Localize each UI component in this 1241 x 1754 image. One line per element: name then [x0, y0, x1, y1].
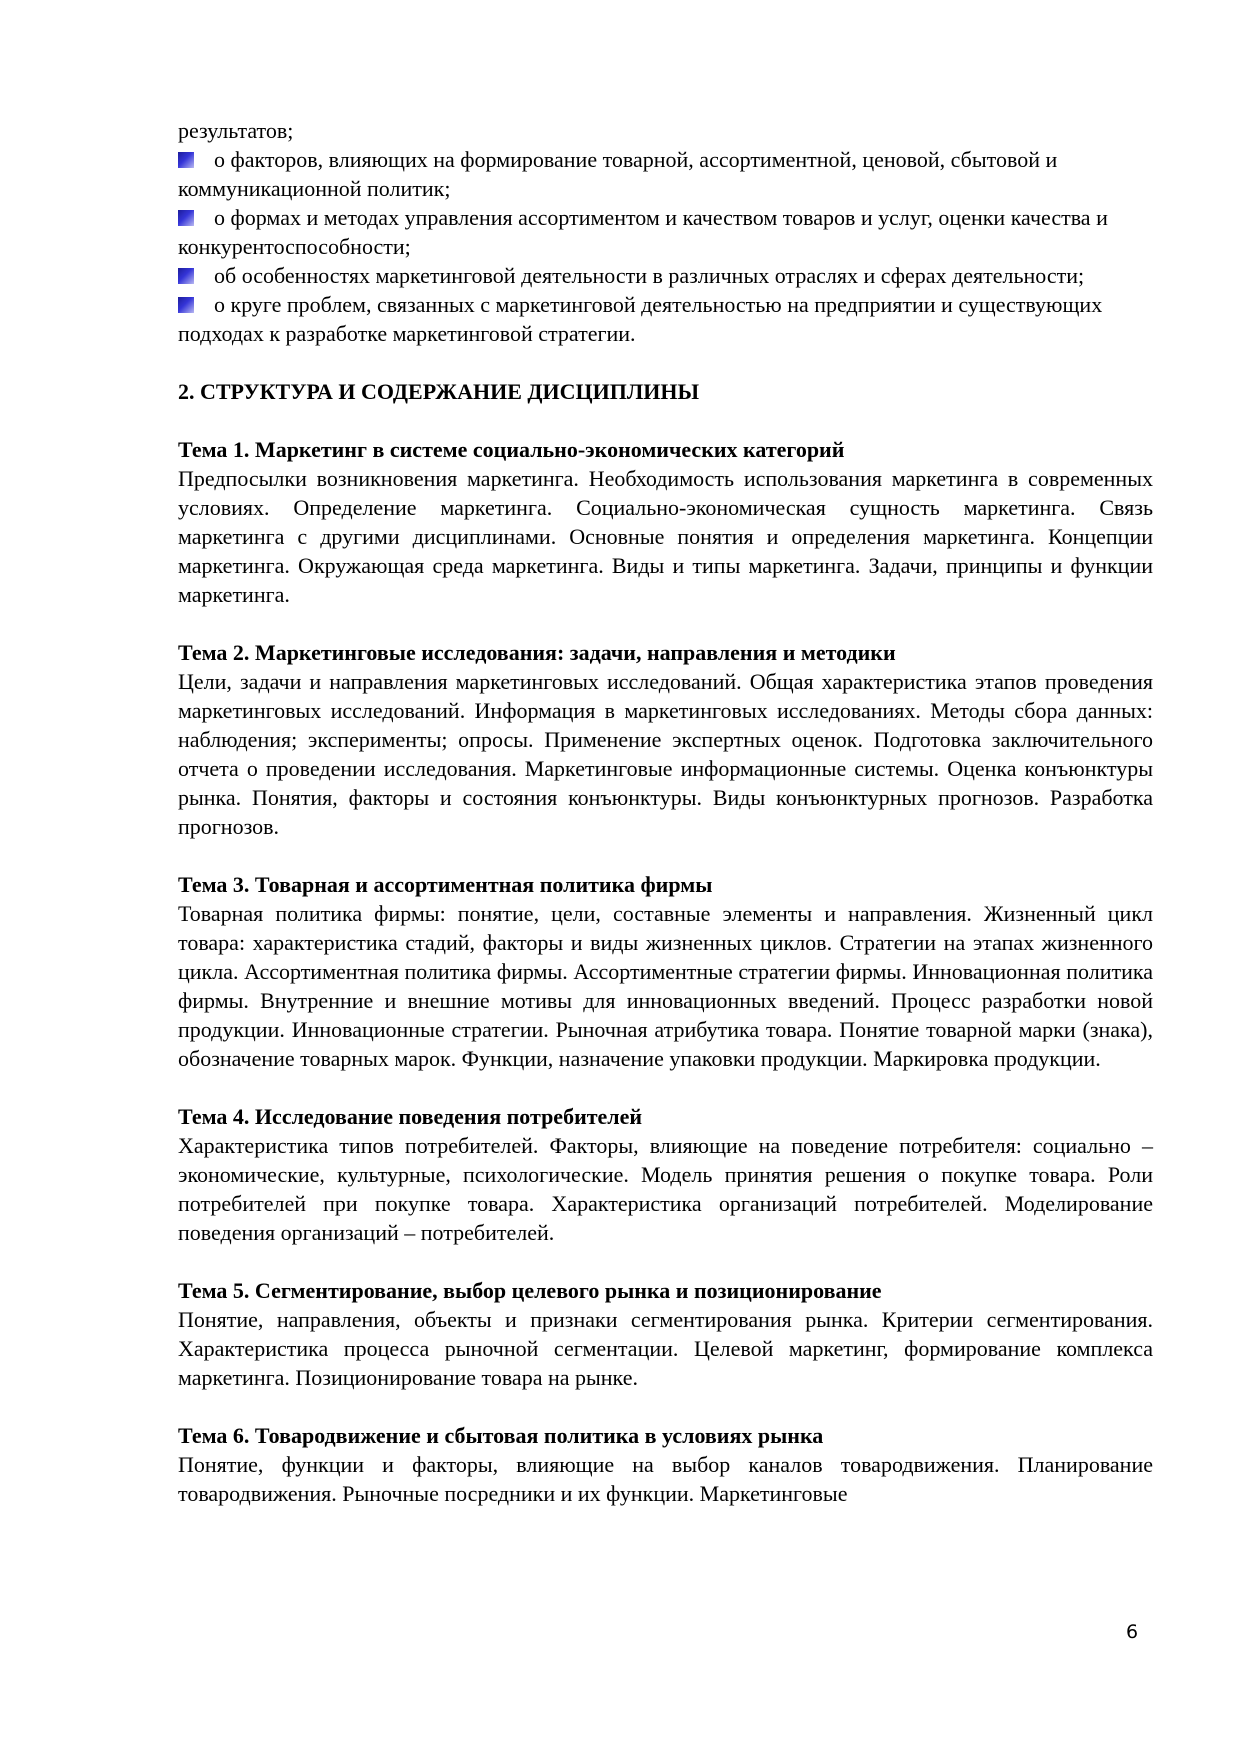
- topic-6: [178, 1421, 1153, 1508]
- topic-3: [178, 870, 1153, 1073]
- topic-title: Тема 3. Товарная и ассортиментная политика фирмы: [178, 872, 713, 897]
- bullet-list: [178, 145, 1153, 348]
- topic-title: Тема 1. Маркетинг в системе социально-экономических категорий: [178, 437, 845, 462]
- page-content: [178, 116, 1153, 1508]
- square-bullet-icon: [178, 152, 194, 168]
- bullet-item: [178, 290, 1153, 348]
- bullet-text: о факторов, влияющих на формирование товарной, ассортиментной, ценовой, сбытовой и коммуникационной политик;: [178, 147, 1058, 201]
- bullet-item: [178, 145, 1153, 203]
- bullet-text: о формах и методах управления ассортиментом и качеством товаров и услуг, оценки качества и конкурентоспособности;: [178, 205, 1108, 259]
- continuation-text: результатов;: [178, 118, 294, 143]
- topic-text: Цели, задачи и направления маркетинговых исследований. Общая характеристика этапов проведения маркетинговых исследований. Информация в маркетинговых исследованиях. Методы сбора данных: наблюдения; эксперименты; опросы. Применение экспертных оценок. Подготовка заключительного отчета о проведении исследования. Маркетинговые информационные системы. Оценка конъюнктуры рынка. Понятия, факторы и состояния конъюнктуры. Виды конъюнктурных прогнозов. Разработка прогнозов.: [178, 669, 1153, 839]
- topic-5: [178, 1276, 1153, 1392]
- bullet-item: [178, 203, 1153, 261]
- topic-text: Понятие, функции и факторы, влияющие на выбор каналов товародвижения. Планирование товародвижения. Рыночные посредники и их функции. Маркетинговые: [178, 1452, 1153, 1506]
- topic-text: Товарная политика фирмы: понятие, цели, составные элементы и направления. Жизненный цикл товара: характеристика стадий, факторы и виды жизненных циклов. Стратегии на этапах жизненного цикла. Ассортиментная политика фирмы. Ассортиментные стратегии фирмы. Инновационная политика фирмы. Внутренние и внешние мотивы для инновационных введений. Процесс разработки новой продукции. Инновационные стратегии. Рыночная атрибутика товара. Понятие товарной марки (знака), обозначение товарных марок. Функции, назначение упаковки продукции. Маркировка продукции.: [178, 901, 1153, 1071]
- topic-2: [178, 638, 1153, 841]
- topic-1: [178, 435, 1153, 609]
- topic-title: Тема 5. Сегментирование, выбор целевого рынка и позиционирование: [178, 1278, 882, 1303]
- bullet-text: об особенностях маркетинговой деятельности в различных отраслях и сферах деятельности;: [214, 263, 1085, 288]
- bullet-text: о круге проблем, связанных с маркетинговой деятельностью на предприятии и существующих подходах к разработке маркетинговой стратегии.: [178, 292, 1103, 346]
- bullet-item: [178, 261, 1153, 290]
- topic-4: [178, 1102, 1153, 1247]
- square-bullet-icon: [178, 297, 194, 313]
- square-bullet-icon: [178, 210, 194, 226]
- page-number: 6: [1126, 1621, 1139, 1643]
- topic-text: Предпосылки возникновения маркетинга. Необходимость использования маркетинга в современных условиях. Определение маркетинга. Социально-экономическая сущность маркетинга. Связь маркетинга с другими дисциплинами. Основные понятия и определения маркетинга. Концепции маркетинга. Окружающая среда маркетинга. Виды и типы маркетинга. Задачи, принципы и функции маркетинга.: [178, 466, 1153, 607]
- section-title: 2. СТРУКТУРА И СОДЕРЖАНИЕ ДИСЦИПЛИНЫ: [178, 379, 700, 404]
- square-bullet-icon: [178, 268, 194, 284]
- topic-title: Тема 4. Исследование поведения потребителей: [178, 1104, 643, 1129]
- topic-text: Понятие, направления, объекты и признаки сегментирования рынка. Критерии сегментирования. Характеристика процесса рыночной сегментации. Целевой маркетинг, формирование комплекса маркетинга. Позиционирование товара на рынке.: [178, 1307, 1153, 1390]
- topic-text: Характеристика типов потребителей. Факторы, влияющие на поведение потребителя: социально – экономические, культурные, психологические. Модель принятия решения о покупке товара. Роли потребителей при покупке товара. Характеристика организаций потребителей. Моделирование поведения организаций – потребителей.: [178, 1133, 1153, 1245]
- topic-title: Тема 6. Товародвижение и сбытовая политика в условиях рынка: [178, 1423, 824, 1448]
- topic-title: Тема 2. Маркетинговые исследования: задачи, направления и методики: [178, 640, 896, 665]
